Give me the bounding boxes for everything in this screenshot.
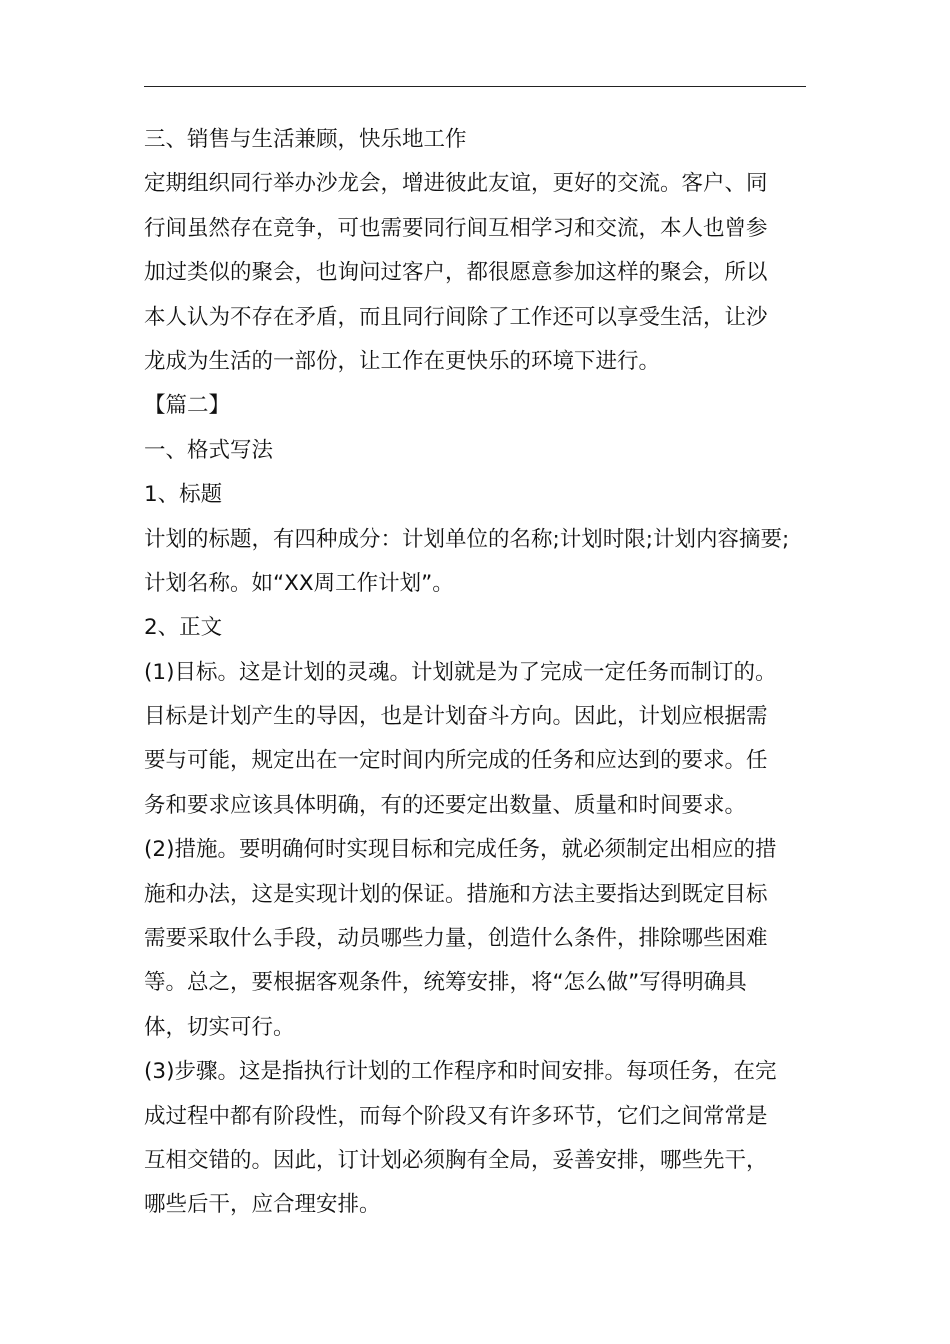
document-body [144,118,808,1228]
paragraph-line: 计划名称。如“XX周工作计划”。 [144,570,454,596]
paragraph-line: 目标是计划产生的导因，也是计划奋斗方向。因此，计划应根据需 [144,704,768,730]
header-rule [144,86,806,87]
paragraph-line: 定期组织同行举办沙龙会，增进彼此友谊，更好的交流。客户、同 [144,171,768,197]
subheading-title: 1、标题 [144,482,223,508]
paragraph-line: 需要采取什么手段，动员哪些力量，创造什么条件，排除哪些困难 [144,926,768,952]
paragraph-line: 等。总之，要根据客观条件，统筹安排，将“怎么做”写得明确具 [144,970,747,996]
subheading-body: 2、正文 [144,615,223,641]
section-heading-format: 一、格式写法 [144,437,274,463]
paragraph-line: 互相交错的。因此，订计划必须胸有全局，妥善安排，哪些先干， [144,1147,768,1173]
paragraph-line: 计划的标题，有四种成分：计划单位的名称;计划时限;计划内容摘要; [144,526,790,552]
paragraph-line: 加过类似的聚会，也询问过客户，都很愿意参加这样的聚会，所以 [144,260,768,286]
paragraph-line: 哪些后干，应合理安排。 [144,1192,381,1218]
paragraph-line: 体，切实可行。 [144,1014,295,1040]
paragraph-line: 务和要求应该具体明确，有的还要定出数量、质量和时间要求。 [144,792,747,818]
paragraph-line: (1)目标。这是计划的灵魂。计划就是为了完成一定任务而制订的。 [144,659,777,685]
paragraph-line: 施和办法，这是实现计划的保证。措施和方法主要指达到既定目标 [144,881,768,907]
paragraph-line: (3)步骤。这是指执行计划的工作程序和时间安排。每项任务，在完 [144,1059,777,1085]
paragraph-line: 行间虽然存在竞争，可也需要同行间互相学习和交流，本人也曾参 [144,215,768,241]
paragraph-line: 要与可能，规定出在一定时间内所完成的任务和应达到的要求。任 [144,748,768,774]
paragraph-line: (2)措施。要明确何时实现目标和完成任务，就必须制定出相应的措 [144,837,777,863]
paragraph-line: 成过程中都有阶段性，而每个阶段又有许多环节，它们之间常常是 [144,1103,768,1129]
section-heading-sales-life: 三、销售与生活兼顾，快乐地工作 [144,127,467,152]
paragraph-line: 龙成为生活的一部份，让工作在更快乐的环境下进行。 [144,348,661,374]
paragraph-line: 本人认为不存在矛盾，而且同行间除了工作还可以享受生活，让沙 [144,304,768,330]
part-two-heading: 【篇二】 [144,393,231,419]
